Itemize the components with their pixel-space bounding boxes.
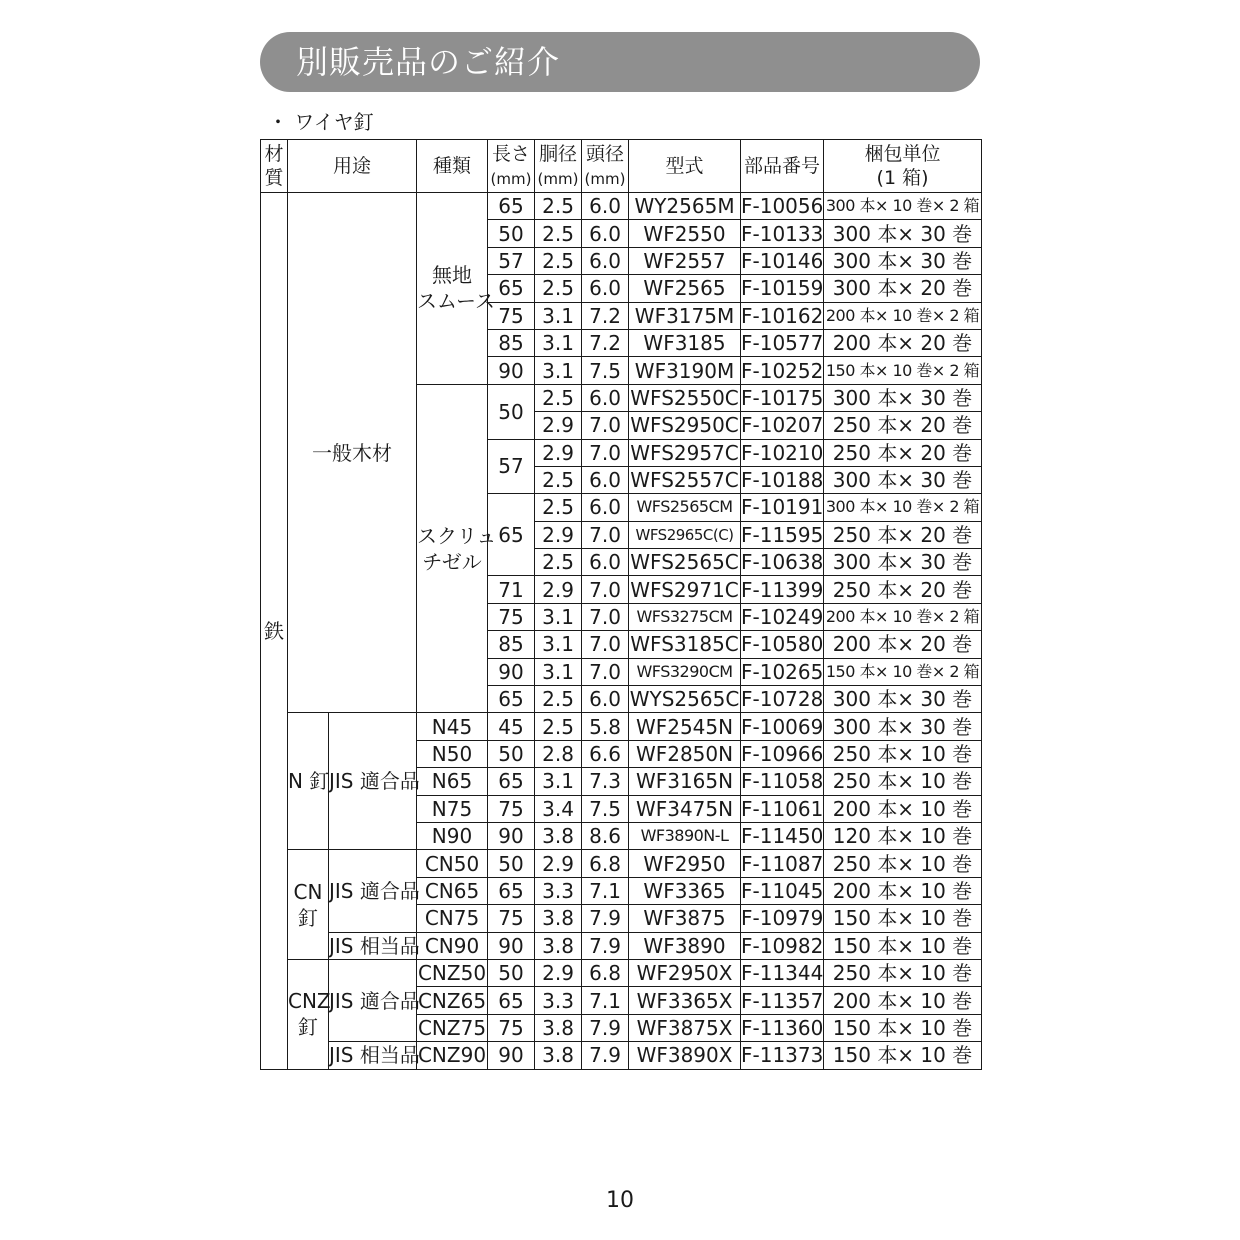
material-cell: 鉄	[261, 193, 288, 1070]
head-cell: 7.2	[582, 302, 629, 329]
head-cell: 7.9	[582, 1014, 629, 1041]
length-cell: 71	[488, 576, 535, 603]
shank-cell: 3.1	[535, 658, 582, 685]
part-cell: F-11061	[741, 796, 824, 821]
head-cell: 6.8	[582, 959, 629, 986]
length-cell: 50	[488, 384, 535, 439]
shank-cell: 3.1	[535, 357, 582, 384]
pack-cell: 300 本× 30 巻	[824, 220, 982, 247]
model-cell: WF3875X	[629, 1014, 741, 1041]
usage-general-wood: 一般木材	[288, 193, 417, 713]
pack-cell: 150 本× 10 巻	[824, 932, 982, 959]
part-cell: F-11450	[741, 824, 824, 849]
model-cell: WFS2565CM	[629, 494, 741, 521]
length-cell: 90	[488, 658, 535, 685]
header-model: 型式	[629, 140, 741, 193]
head-cell: 7.5	[582, 795, 629, 822]
head-cell: 6.0	[582, 384, 629, 411]
pack-cell: 200 本× 20 巻	[824, 631, 982, 658]
shank-cell: 3.3	[535, 877, 582, 904]
pack-cell: 200 本× 10 巻	[824, 795, 982, 822]
pack-cell: 150 本× 10 巻	[824, 1014, 982, 1041]
length-cell: 90	[488, 822, 535, 849]
wire-nail-table	[260, 139, 982, 1070]
length-cell: 75	[488, 603, 535, 630]
model-cell: WF3185	[629, 329, 741, 356]
shank-cell: 2.5	[535, 384, 582, 411]
section-header-bar	[260, 32, 980, 92]
usage-jis-standard: JIS 適合品	[329, 713, 417, 850]
head-cell: 7.1	[582, 987, 629, 1014]
shank-cell: 3.4	[535, 795, 582, 822]
kind-cell: CNZ65	[417, 988, 487, 1013]
head-cell: 7.9	[582, 1042, 629, 1069]
shank-cell: 2.9	[535, 439, 582, 466]
head-cell: 6.0	[582, 193, 629, 220]
shank-cell: 2.9	[535, 959, 582, 986]
pack-cell: 150 本× 10 巻	[824, 905, 982, 932]
head-cell: 7.0	[582, 412, 629, 439]
pack-cell: 250 本× 20 巻	[824, 576, 982, 603]
pack-cell: 300 本× 30 巻	[824, 686, 982, 713]
shank-cell: 2.5	[535, 247, 582, 274]
table-row	[261, 193, 982, 220]
model-cell: WFS3185C	[630, 632, 739, 657]
model-cell: WF3890X	[629, 1042, 741, 1069]
part-cell: F-10191	[741, 495, 824, 520]
table-header-row	[261, 140, 982, 193]
length-cell: 65	[488, 877, 535, 904]
length-cell: 65	[488, 987, 535, 1014]
part-cell: F-11360	[741, 1015, 824, 1040]
header-material: 材 質	[261, 140, 288, 193]
length-cell: 50	[488, 959, 535, 986]
part-cell: F-10175	[741, 385, 824, 410]
section-title: 別販売品のご紹介	[296, 43, 561, 81]
model-cell: WF3190M	[629, 357, 741, 384]
part-cell: F-10979	[741, 906, 824, 931]
head-cell: 6.0	[582, 466, 629, 493]
length-cell: 75	[488, 905, 535, 932]
pack-cell: 250 本× 10 巻	[824, 959, 982, 986]
shank-cell: 2.5	[535, 713, 582, 740]
model-cell: WF2550	[629, 220, 741, 247]
head-cell: 7.9	[582, 905, 629, 932]
head-cell: 6.0	[582, 275, 629, 302]
shank-cell: 3.8	[535, 1042, 582, 1069]
pack-cell: 300 本× 30 巻	[824, 549, 982, 576]
model-cell: WF2545N	[629, 713, 741, 740]
kind-cell: CN50	[417, 850, 488, 877]
model-cell: WYS2565C	[629, 687, 740, 712]
model-cell: WFS2557C	[630, 468, 739, 493]
shank-cell: 2.5	[535, 193, 582, 220]
head-cell: 6.0	[582, 686, 629, 713]
pack-cell: 150 本× 10 巻× 2 箱	[824, 357, 982, 384]
part-cell: F-10249	[741, 605, 824, 630]
head-cell: 8.6	[582, 822, 629, 849]
shank-cell: 2.8	[535, 740, 582, 767]
model-cell: WF2950	[629, 850, 741, 877]
header-head: 頭径 (mm)	[582, 140, 629, 193]
pack-cell: 150 本× 10 巻	[824, 1042, 982, 1069]
part-cell: F-10069	[741, 714, 824, 739]
header-kind: 種類	[417, 140, 488, 193]
pack-cell: 200 本× 10 巻	[824, 987, 982, 1014]
pack-cell: 300 本× 30 巻	[824, 466, 982, 493]
head-cell: 6.8	[582, 850, 629, 877]
pack-cell: 200 本× 20 巻	[824, 329, 982, 356]
part-cell: F-10265	[741, 659, 824, 684]
kind-cell: CN75	[417, 905, 488, 932]
shank-cell: 3.8	[535, 932, 582, 959]
part-cell: F-10133	[741, 221, 824, 246]
part-cell: F-11399	[741, 577, 824, 602]
pack-cell: 300 本× 30 巻	[824, 247, 982, 274]
model-cell: WFS2971C	[630, 577, 739, 602]
model-cell: WFS3290CM	[629, 658, 741, 685]
shank-cell: 2.5	[535, 494, 582, 521]
header-pack: 梱包単位 (1 箱)	[824, 140, 982, 193]
shank-cell: 2.9	[535, 521, 582, 548]
pack-cell: 120 本× 10 巻	[824, 822, 982, 849]
kind-cell: CNZ50	[417, 961, 487, 986]
length-cell: 65	[488, 686, 535, 713]
shank-cell: 2.5	[535, 466, 582, 493]
head-cell: 7.0	[582, 658, 629, 685]
kind-cell: N75	[417, 795, 488, 822]
length-cell: 45	[488, 713, 535, 740]
model-cell: WFS3275CM	[629, 603, 741, 630]
shank-cell: 2.5	[535, 549, 582, 576]
header-shank: 胴径 (mm)	[535, 140, 582, 193]
kind-screw-chisel: スクリュ チゼル	[417, 384, 488, 713]
head-cell: 7.9	[582, 932, 629, 959]
pack-cell: 300 本× 20 巻	[824, 275, 982, 302]
shank-cell: 3.1	[535, 768, 582, 795]
header-part: 部品番号	[741, 140, 824, 193]
head-cell: 6.0	[582, 220, 629, 247]
part-cell: F-10252	[741, 358, 824, 383]
part-cell: F-10188	[741, 468, 824, 493]
length-cell: 57	[488, 247, 535, 274]
part-cell: F-10638	[741, 550, 824, 575]
model-cell: WF2565	[629, 275, 741, 302]
model-cell: WFS2565C	[630, 550, 739, 575]
part-cell: F-11373	[741, 1043, 824, 1068]
header-length: 長さ (mm)	[488, 140, 535, 193]
length-cell: 75	[488, 302, 535, 329]
model-cell: WF3475N	[629, 795, 741, 822]
subheading-wire-nails: ・ ワイヤ釘	[268, 110, 374, 134]
part-cell: F-10056	[741, 194, 824, 219]
part-cell: F-11045	[741, 878, 824, 903]
head-cell: 7.1	[582, 877, 629, 904]
shank-cell: 3.8	[535, 905, 582, 932]
kind-cell: N45	[417, 713, 488, 740]
length-cell: 90	[488, 1042, 535, 1069]
part-cell: F-10210	[741, 440, 824, 465]
part-cell: F-10966	[741, 742, 824, 766]
model-cell: WFS2950C	[630, 413, 739, 438]
pack-cell: 300 本× 30 巻	[824, 384, 982, 411]
kind-smooth: 無地 スムース	[417, 193, 488, 385]
model-cell: WF3165N	[629, 768, 741, 795]
model-cell: WF3890	[629, 932, 741, 959]
length-cell: 57	[488, 439, 535, 494]
kind-cell: CN90	[417, 932, 488, 959]
shank-cell: 3.1	[535, 603, 582, 630]
pack-cell: 250 本× 10 巻	[824, 768, 982, 795]
page-number: 10	[606, 1188, 634, 1213]
length-cell: 90	[488, 932, 535, 959]
usage-cn-nail: CN 釘	[288, 850, 329, 960]
part-cell: F-10159	[741, 276, 824, 301]
pack-cell: 150 本× 10 巻× 2 箱	[824, 658, 982, 685]
kind-cell: CN65	[417, 877, 488, 904]
length-cell: 50	[488, 850, 535, 877]
head-cell: 7.0	[582, 576, 629, 603]
head-cell: 7.0	[582, 603, 629, 630]
part-cell: F-11058	[741, 769, 824, 794]
model-cell: WF2850N	[629, 740, 741, 767]
head-cell: 7.0	[582, 439, 629, 466]
pack-cell: 250 本× 20 巻	[824, 412, 982, 439]
part-cell: F-11344	[741, 961, 824, 986]
length-cell: 65	[488, 494, 535, 576]
model-cell: WF3875	[629, 905, 741, 932]
shank-cell: 2.5	[535, 275, 582, 302]
head-cell: 6.0	[582, 549, 629, 576]
length-cell: 65	[488, 275, 535, 302]
part-cell: F-11357	[741, 988, 824, 1013]
model-cell: WFS2965C(C)	[629, 521, 741, 548]
usage-jis-standard: JIS 適合品	[329, 850, 417, 932]
model-cell: WF2950X	[629, 959, 741, 986]
shank-cell: 3.8	[535, 822, 582, 849]
head-cell: 5.8	[582, 713, 629, 740]
table-row	[261, 932, 982, 959]
shank-cell: 3.3	[535, 987, 582, 1014]
kind-cell: N50	[417, 740, 488, 767]
pack-cell: 200 本× 10 巻	[824, 877, 982, 904]
part-cell: F-11087	[741, 851, 824, 876]
length-cell: 50	[488, 740, 535, 767]
length-cell: 85	[488, 329, 535, 356]
length-cell: 90	[488, 357, 535, 384]
length-cell: 65	[488, 193, 535, 220]
model-cell: WF3890N-L	[629, 822, 741, 849]
shank-cell: 2.9	[535, 412, 582, 439]
model-cell: WF3365X	[629, 987, 741, 1014]
head-cell: 7.5	[582, 357, 629, 384]
table-row	[261, 959, 982, 986]
usage-n-nail: N 釘	[288, 713, 329, 850]
head-cell: 7.0	[582, 521, 629, 548]
part-cell: F-10207	[741, 413, 824, 438]
pack-cell: 250 本× 10 巻	[824, 740, 982, 767]
head-cell: 7.3	[582, 768, 629, 795]
shank-cell: 2.9	[535, 576, 582, 603]
shank-cell: 3.1	[535, 329, 582, 356]
table-row	[261, 713, 982, 740]
header-usage: 用途	[288, 140, 417, 193]
head-cell: 7.0	[582, 631, 629, 658]
model-cell: WY2565M	[629, 193, 741, 220]
model-cell: WF2557	[629, 247, 741, 274]
part-cell: F-10162	[741, 303, 824, 328]
part-cell: F-10728	[741, 687, 824, 712]
length-cell: 75	[488, 1014, 535, 1041]
head-cell: 6.6	[582, 740, 629, 767]
length-cell: 50	[488, 220, 535, 247]
pack-cell: 300 本× 10 巻× 2 箱	[824, 494, 982, 521]
part-cell: F-10577	[741, 331, 824, 356]
pack-cell: 250 本× 10 巻	[824, 850, 982, 877]
kind-cell: N90	[417, 822, 488, 849]
length-cell: 85	[488, 631, 535, 658]
shank-cell: 2.9	[535, 850, 582, 877]
shank-cell: 3.8	[535, 1014, 582, 1041]
head-cell: 6.0	[582, 494, 629, 521]
usage-jis-equivalent: JIS 相当品	[329, 933, 420, 958]
model-cell: WF3175M	[629, 302, 741, 329]
shank-cell: 3.1	[535, 302, 582, 329]
part-cell: F-10580	[741, 632, 824, 657]
pack-cell: 250 本× 20 巻	[824, 521, 982, 548]
head-cell: 7.2	[582, 329, 629, 356]
model-cell: WF3365	[629, 877, 741, 904]
part-cell: F-10146	[741, 248, 824, 273]
length-cell: 65	[488, 768, 535, 795]
kind-cell: CNZ90	[417, 1043, 487, 1068]
model-cell: WFS2550C	[630, 385, 739, 410]
part-cell: F-10982	[741, 933, 824, 958]
table-row	[261, 850, 982, 877]
pack-cell: 200 本× 10 巻× 2 箱	[824, 302, 982, 329]
table-row	[261, 1042, 982, 1069]
usage-jis-equivalent: JIS 相当品	[329, 1043, 420, 1068]
usage-jis-standard: JIS 適合品	[329, 959, 417, 1041]
usage-cnz-nail: CNZ 釘	[288, 959, 329, 1069]
model-cell: WFS2957C	[630, 440, 739, 465]
shank-cell: 2.5	[535, 220, 582, 247]
shank-cell: 2.5	[535, 686, 582, 713]
kind-cell: CNZ75	[417, 1015, 487, 1040]
head-cell: 6.0	[582, 247, 629, 274]
shank-cell: 3.1	[535, 631, 582, 658]
pack-cell: 200 本× 10 巻× 2 箱	[824, 603, 982, 630]
length-cell: 75	[488, 795, 535, 822]
kind-cell: N65	[417, 768, 488, 795]
pack-cell: 300 本× 10 巻× 2 箱	[824, 193, 982, 220]
pack-cell: 250 本× 20 巻	[824, 439, 982, 466]
pack-cell: 300 本× 30 巻	[824, 713, 982, 740]
part-cell: F-11595	[741, 522, 824, 547]
